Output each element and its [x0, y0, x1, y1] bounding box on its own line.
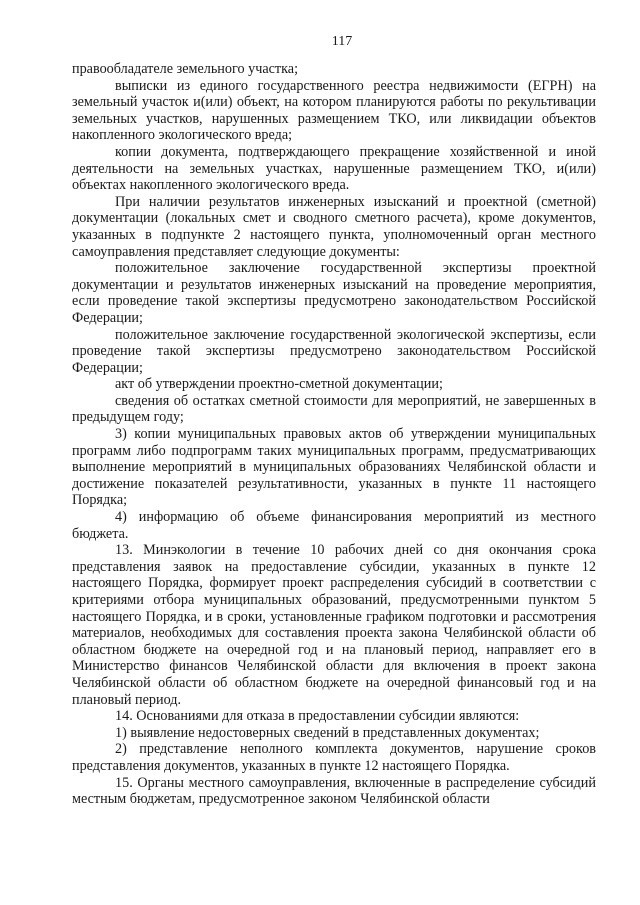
- paragraph: 2) представление неполного комплекта документов, нарушение сроков представления документов, указанных в пункте 12 настоящего Порядка.: [72, 741, 596, 774]
- paragraph: правообладателе земельного участка;: [72, 61, 299, 77]
- paragraph: При наличии результатов инженерных изысканий и проектной (сметной) документации (локальных смет и сводного сметного расчета), кроме документов, указанных в подпункте 2 настоящего пункта, уполномоченный орган местного самоуправления представляет следующие документы:: [72, 193, 596, 260]
- paragraph: 15. Органы местного самоуправления, включенные в распределение субсидий местным бюджетам, предусмотренное законом Челябинской области: [72, 774, 596, 808]
- document-page: [72, 34, 596, 808]
- paragraph: выписки из единого государственного реестра недвижимости (ЕГРН) на земельный участок и(или) объект, на котором планируются работы по рекультивации земельных участков, нарушенных размещением ТКО, или ликвидации объектов накопленного экологического вреда;: [72, 77, 596, 144]
- paragraph: копии документа, подтверждающего прекращение хозяйственной и иной деятельности на земельных участках, нарушенные размещением ТКО, и(или) объектах накопленного экологического вреда.: [72, 143, 596, 194]
- paragraph: 3) копии муниципальных правовых актов об утверждении муниципальных программ либо подпрограмм таких муниципальных программ, предусматривающих выполнение мероприятий в муниципальных образованиях Челябинской области и достижение показателей результативности, указанных в пункте 11 настоящего Порядка;: [72, 426, 596, 509]
- paragraph: 1) выявление недостоверных сведений в представленных документах;: [115, 724, 540, 741]
- paragraph: сведения об остатках сметной стоимости для мероприятий, не завершенных в предыдущем году;: [72, 392, 596, 426]
- paragraph: положительное заключение государственной экологической экспертизы, если проведение такой экспертизы предусмотрено законодательством Российской Федерации;: [72, 326, 596, 376]
- paragraph: 4) информацию об объеме финансирования мероприятий из местного бюджета.: [72, 509, 596, 542]
- page-number: 117: [331, 34, 353, 49]
- paragraph: 14. Основаниями для отказа в предоставлении субсидии являются:: [115, 708, 520, 725]
- paragraph: 13. Минэкологии в течение 10 рабочих дней со дня окончания срока представления заявок на предоставление субсидии, указанных в пункте 12 настоящего Порядка, формирует проект распределения субсидий в соответствии с критериями отбора муниципальных образований, предусмотренными пунктом 5 настоящего Порядка, и в сроки, установленные графиком подготовки и рассмотрения материалов, необходимых для составления проекта закона Челябинской области об областном бюджете на очередной год и на плановый период, направляет его в Министерство финансов Челябинской области для включения в проект закона Челябинской области об областном бюджете на очередной финансовый год и на плановый период.: [72, 542, 596, 708]
- document-body: [72, 61, 596, 808]
- paragraph: акт об утверждении проектно-сметной документации;: [115, 376, 443, 393]
- paragraph: положительное заключение государственной экспертизы проектной документации и результатов инженерных изысканий на проведение мероприятия, если проведение такой экспертизы предусмотрено законодательством Российской Федерации;: [72, 260, 596, 326]
